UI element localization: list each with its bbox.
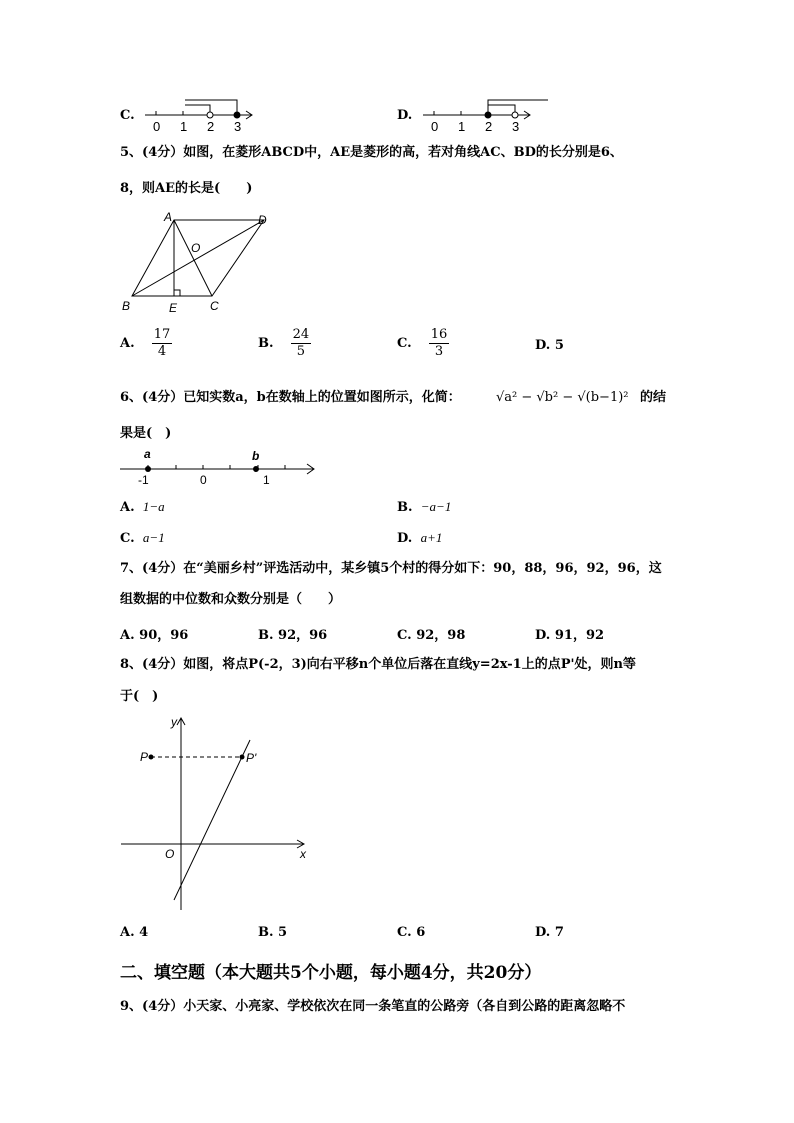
q8-option-d: D. 7 — [535, 925, 564, 940]
q8-label-y: y — [171, 715, 177, 729]
q8-option-b: B. 5 — [258, 925, 288, 940]
q8-stem-line2: 于( ) — [120, 689, 159, 704]
q6-label-minus-one: -1 — [138, 473, 149, 487]
q7-stem-line2: 组数据的中位数和众数分别是（ ） — [120, 592, 342, 607]
q7-option-b: B. 92，96 — [258, 628, 328, 643]
q4-option-d-number-line — [418, 96, 553, 136]
q6-label-zero: 0 — [200, 473, 207, 487]
q7-option-a: A. 90，96 — [120, 628, 189, 643]
q8-coordinate-figure — [118, 710, 318, 915]
q6-stem-line1-end: 的结 — [640, 390, 667, 405]
q4d-tick-2: 2 — [485, 119, 493, 134]
q4d-tick-3: 3 — [512, 119, 520, 134]
q6-label-b: b — [252, 449, 260, 463]
q4c-tick-3: 3 — [234, 119, 242, 134]
q4-option-c-number-line — [140, 96, 265, 136]
q8-label-o: O — [165, 847, 175, 861]
q6-number-line — [118, 446, 323, 490]
q5-option-c: C. $\frac{16}{3}$ — [397, 327, 448, 359]
q6-label-a: a — [144, 447, 151, 461]
q6-option-a: A. 1−a — [120, 499, 165, 515]
q8-option-a: A. 4 — [120, 925, 149, 940]
q5-option-a: A. $\frac{17}{4}$ — [120, 327, 171, 359]
q6-expression: √a² − √b² − √(b−1)² — [496, 390, 629, 405]
q4c-tick-2: 2 — [207, 119, 215, 134]
q5-stem-line2: 8，则AE的长是( ) — [120, 181, 253, 196]
q4-option-c-label: C. — [120, 108, 135, 123]
q5-rhombus-figure — [118, 208, 283, 320]
q8-stem-line1: 8、(4分）如图，将点P(-2，3)向右平移n个单位后落在直线y=2x-1上的点P'处，则n等 — [120, 657, 636, 672]
q4c-tick-1: 1 — [180, 119, 188, 134]
q4c-tick-0: 0 — [153, 119, 161, 134]
q4d-tick-1: 1 — [458, 119, 466, 134]
q7-stem-line1: 7、(4分）在“美丽乡村”评选活动中，某乡镇5个村的得分如下：90，88，96，92，96，这 — [120, 561, 662, 576]
q7-option-c: C. 92，98 — [397, 628, 466, 643]
q8-option-c: C. 6 — [397, 925, 426, 940]
q5-label-c: C — [210, 299, 219, 313]
q5-label-d: D — [258, 213, 267, 227]
q6-option-c: C. a−1 — [120, 530, 165, 546]
q6-label-one: 1 — [263, 473, 270, 487]
q6-stem-line2: 果是( ) — [120, 426, 172, 441]
q9-stem-line1: 9、(4分）小天家、小亮家、学校依次在同一条笔直的公路旁（各自到公路的距离忽略不 — [120, 999, 626, 1014]
q8-label-x: x — [300, 847, 306, 861]
q5-label-o: O — [191, 241, 201, 255]
q4d-tick-0: 0 — [431, 119, 439, 134]
q4-option-d-label: D. — [397, 108, 413, 123]
q8-label-p-prime: P' — [246, 751, 257, 765]
q5-label-a: A — [164, 210, 173, 224]
q7-option-d: D. 91，92 — [535, 628, 605, 643]
q8-label-p: P — [140, 750, 149, 764]
q5-option-d: D. 5 — [535, 338, 564, 353]
q5-option-b: B. $\frac{24}{5}$ — [258, 327, 310, 359]
q5-label-b: B — [122, 299, 131, 313]
q6-option-d: D. a+1 — [397, 530, 443, 546]
q5-label-e: E — [169, 301, 178, 315]
q6-option-b: B. −a−1 — [397, 499, 452, 515]
q6-stem-line1: 6、(4分）已知实数a，b在数轴上的位置如图所示，化简： — [120, 390, 461, 405]
section-2-title: 二、填空题（本大题共5个小题，每小题4分，共20分） — [120, 963, 542, 983]
q5-stem-line1: 5、(4分）如图，在菱形ABCD中，AE是菱形的高，若对角线AC、BD的长分别是6、 — [120, 145, 623, 160]
